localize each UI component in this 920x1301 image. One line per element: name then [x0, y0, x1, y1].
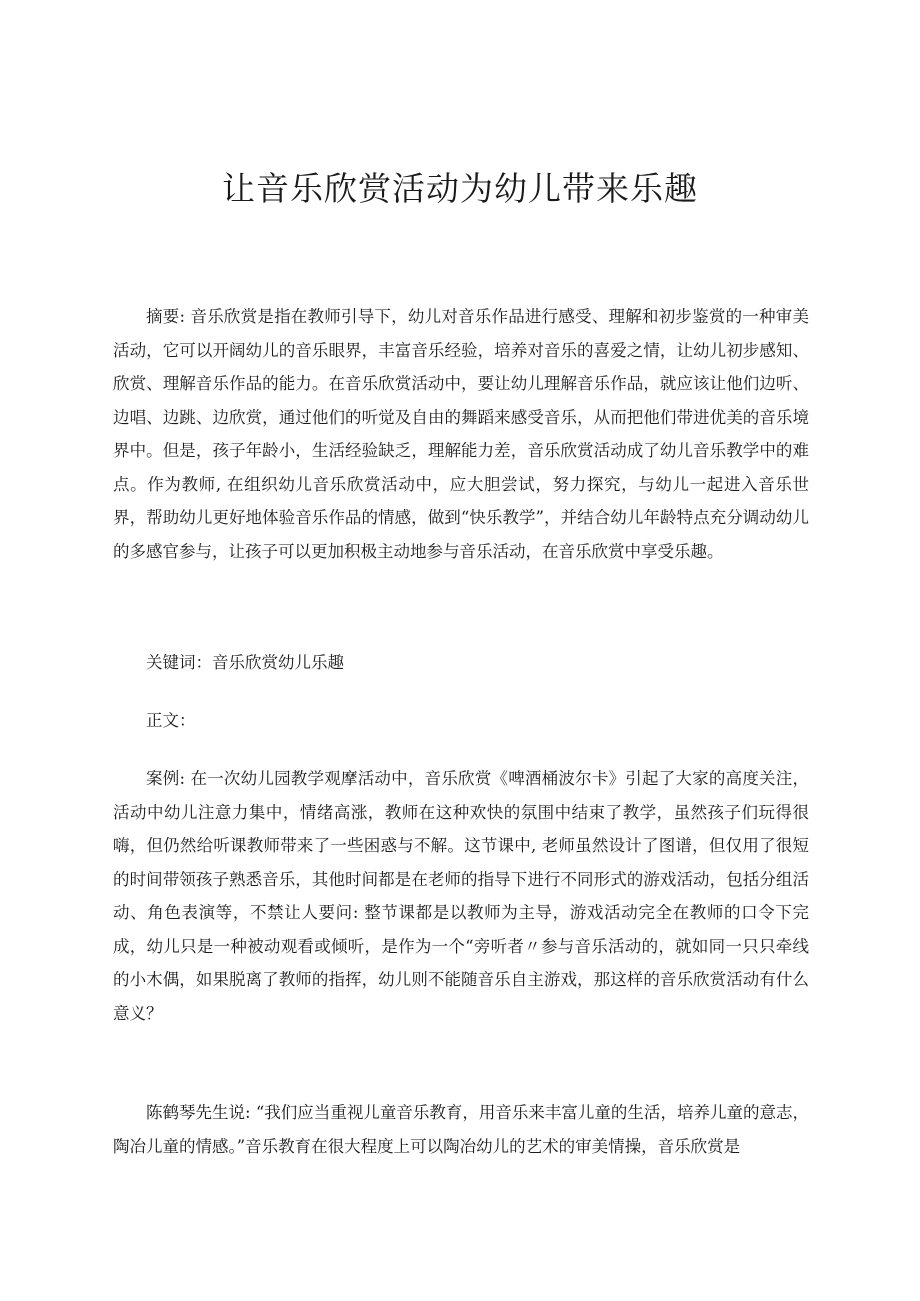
keywords-line: 关键词：音乐欣赏幼儿乐趣 [146, 653, 344, 672]
quote-paragraph: 陈鹤琴先生说: “我们应当重视儿童音乐教育，用音乐来丰富儿童的生活，培养儿童的意志，陶冶儿童的情感。”音乐教育在很大程度上可以陶冶幼儿的艺术的审美情操，音乐欣赏是 [113, 1103, 809, 1156]
body-label: 正文： [146, 711, 196, 730]
abstract-paragraph: 摘要: 音乐欣赏是指在教师引导下，幼儿对音乐作品进行感受、理解和初步鉴赏的一种审美活动，它可以开阔幼儿的音乐眼界，丰富音乐经验，培养对音乐的喜爱之情，让幼儿初步感知、欣赏、理解音乐作品的能力。在音乐欣赏活动中，要让幼儿理解音乐作品，就应该让他们边听、边唱、边跳、边欣赏，通过他们的听觉及自由的舞蹈来感受音乐，从而把他们带进优美的音乐境界中。但是，孩子年龄小，生活经验缺乏，理解能力差，音乐欣赏活动成了幼儿音乐教学中的难点。作为教师, 在组织幼儿音乐欣赏活动中，应大胆尝试，努力探究，与幼儿一起进入音乐世界，帮助幼儿更好地体验音乐作品的情感，做到“快乐教学”，并结合幼儿年龄特点充分调动幼儿的多感官参与，让孩子可以更加积极主动地参与音乐活动，在音乐欣赏中享受乐趣。 [113, 307, 809, 561]
case-paragraph: 案例: 在一次幼儿园教学观摩活动中，音乐欣赏《啤酒桶波尔卡》引起了大家的高度关注，活动中幼儿注意力集中，情绪高涨，教师在这种欢快的氛围中结束了教学，虽然孩子们玩得很嗨，但仍然给听课教师带来了一些困惑与不解。这节课中, 老师虽然设计了图谱，但仅用了很短的时间带领孩子熟悉音乐，其他时间都是在老师的指导下进行不同形式的游戏活动，包括分组活动、角色表演等，不禁让人要问: 整节课都是以教师为主导，游戏活动完全在教师的口令下完成，幼儿只是一种被动观看或倾听，是作为一个“旁听者〃参与音乐活动的，就如同一只只牵线的小木偶，如果脱离了教师的指挥，幼儿则不能随音乐自主游戏，那这样的音乐欣赏活动有什么意义？ [113, 769, 809, 1023]
document-title: 让音乐欣赏活动为幼儿带来乐趣 [222, 169, 698, 208]
